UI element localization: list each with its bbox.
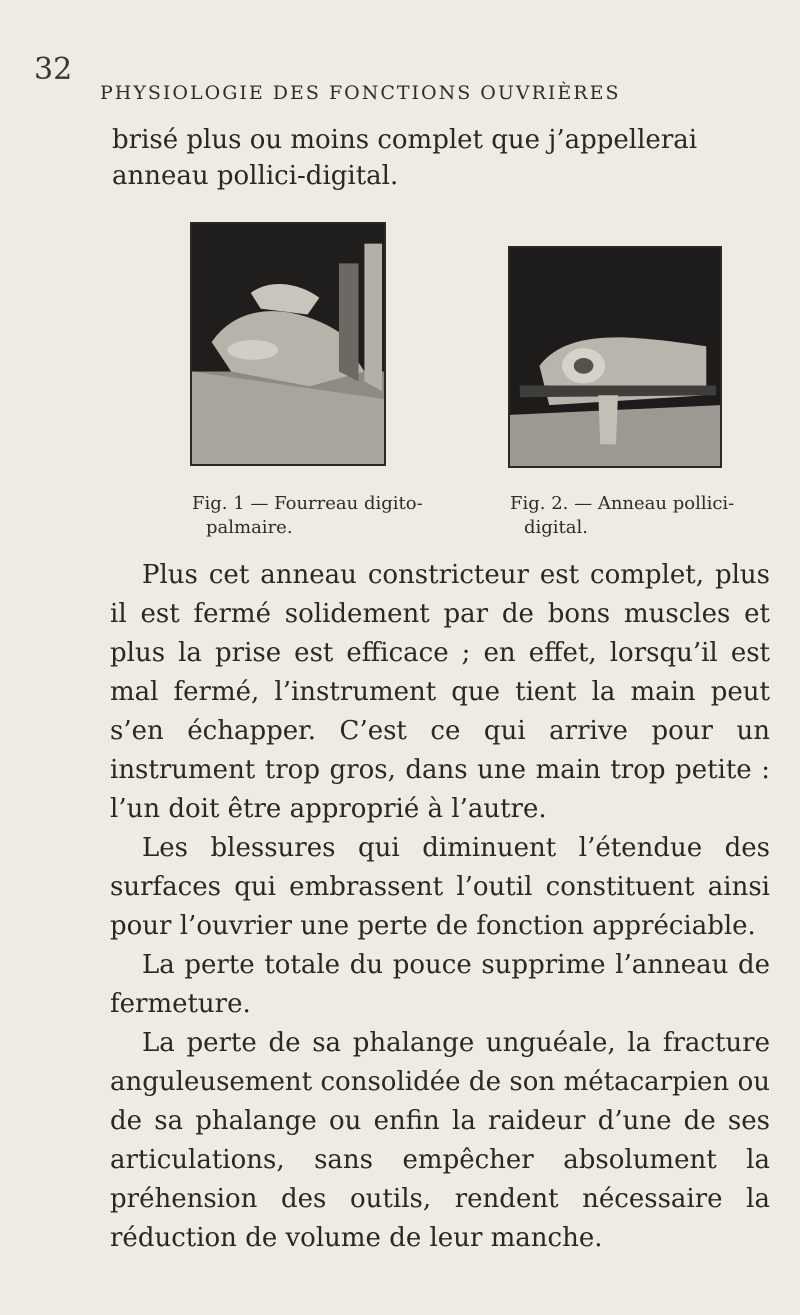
figure-2-caption — [510, 492, 770, 540]
paragraph-2: Les blessures qui diminuent l’étendue des surfaces qui embrassent l’outil constituent ainsi pour l’ouvrier une perte de fonction appréciable. — [110, 833, 770, 941]
figure-2-caption-line-1: Fig. 2. — Anneau pollici- — [510, 493, 735, 514]
page-number: 32 — [34, 52, 73, 87]
paragraph-4: La perte de sa phalange unguéale, la fracture anguleusement consolidée de son métacarpien ou de sa phalange ou enfin la raideur d’une de ses articulations, sans empêcher absolument la préhension des outils, rendent nécessaire la réduction de volume de leur manche. — [110, 1028, 770, 1253]
intro-text — [112, 122, 772, 194]
figure-2-photo — [508, 246, 722, 468]
figure-1-caption-line-1: Fig. 1 — Fourreau digito- — [192, 493, 423, 514]
paragraph-3: La perte totale du pouce supprime l’anneau de fermeture. — [110, 950, 770, 1019]
intro-line-1: brisé plus ou moins complet que j’appellerai — [112, 125, 698, 155]
figure-1-caption-line-2: palmaire. — [206, 517, 293, 538]
paragraph-1: Plus cet anneau constricteur est complet, plus il est fermé solidement par de bons muscles et plus la prise est efficace ; en effet, lorsqu’il est mal fermé, l’instrument que tient la main peut s’en échapper. C’est ce qui arrive pour un instrument trop gros, dans une main trop petite : l’un doit être approprié à l’autre. — [110, 560, 770, 824]
intro-line-2: anneau pollici-digital. — [112, 161, 399, 191]
body-text — [110, 556, 770, 1258]
hand-photo-1 — [192, 224, 384, 464]
hand-photo-2 — [510, 248, 720, 466]
figure-2-caption-line-2: digital. — [524, 517, 589, 538]
figure-1-caption — [192, 492, 432, 540]
running-title: PHYSIOLOGIE DES FONCTIONS OUVRIÈRES — [100, 82, 621, 104]
figure-1-photo — [190, 222, 386, 466]
